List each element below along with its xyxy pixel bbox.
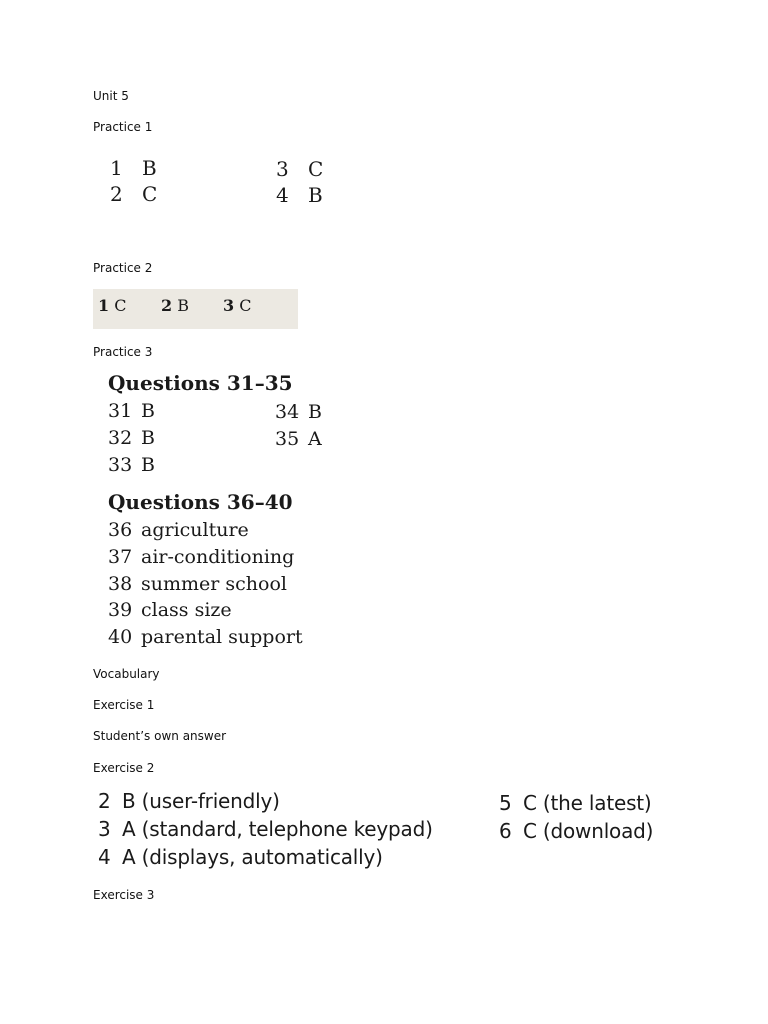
questions-36-40-heading: Questions 36–40 — [108, 490, 293, 514]
practice2-answer: 1 C — [98, 296, 127, 315]
practice1-answer: 2 C — [110, 182, 158, 206]
exercise1-heading: Exercise 1 — [93, 698, 155, 712]
exercise2-answers — [98, 789, 658, 873]
practice1-answer: 3 C — [276, 157, 324, 181]
exercise3-heading: Exercise 3 — [93, 888, 155, 902]
practice2-answer: 3 C — [223, 296, 252, 315]
practice1-answers — [110, 156, 340, 212]
practice2-answer: 2 B — [161, 296, 189, 315]
exercise1-answer: Student’s own answer — [93, 729, 227, 743]
practice3-answer: 40 parental support — [108, 626, 303, 648]
practice3-answer: 36 agriculture — [108, 519, 249, 541]
practice3-answer: 38 summer school — [108, 573, 287, 595]
practice2-heading: Practice 2 — [93, 261, 153, 275]
unit-title: Unit 5 — [93, 89, 129, 103]
practice1-answer: 1 B — [110, 156, 157, 180]
practice3-answer: 34 B — [275, 401, 322, 423]
practice2-answers — [93, 289, 298, 329]
vocabulary-heading: Vocabulary — [93, 667, 160, 681]
exercise2-answer: 5 C (the latest) — [499, 791, 652, 815]
practice3-answer: 32 B — [108, 427, 155, 449]
exercise2-answer: 3 A (standard, telephone keypad) — [98, 817, 433, 841]
practice3-answers — [108, 370, 348, 652]
exercise2-heading: Exercise 2 — [93, 761, 155, 775]
exercise2-answer: 2 B (user-friendly) — [98, 789, 280, 813]
practice3-answer: 37 air-conditioning — [108, 546, 295, 568]
questions-31-35-heading: Questions 31–35 — [108, 371, 293, 395]
practice3-answer: 31 B — [108, 400, 155, 422]
practice1-answer: 4 B — [276, 183, 323, 207]
practice1-heading: Practice 1 — [93, 120, 153, 134]
practice3-heading: Practice 3 — [93, 345, 153, 359]
practice3-answer: 33 B — [108, 454, 155, 476]
exercise2-answer: 4 A (displays, automatically) — [98, 845, 383, 869]
practice3-answer: 35 A — [275, 428, 322, 450]
exercise2-answer: 6 C (download) — [499, 819, 654, 843]
practice3-answer: 39 class size — [108, 599, 232, 621]
